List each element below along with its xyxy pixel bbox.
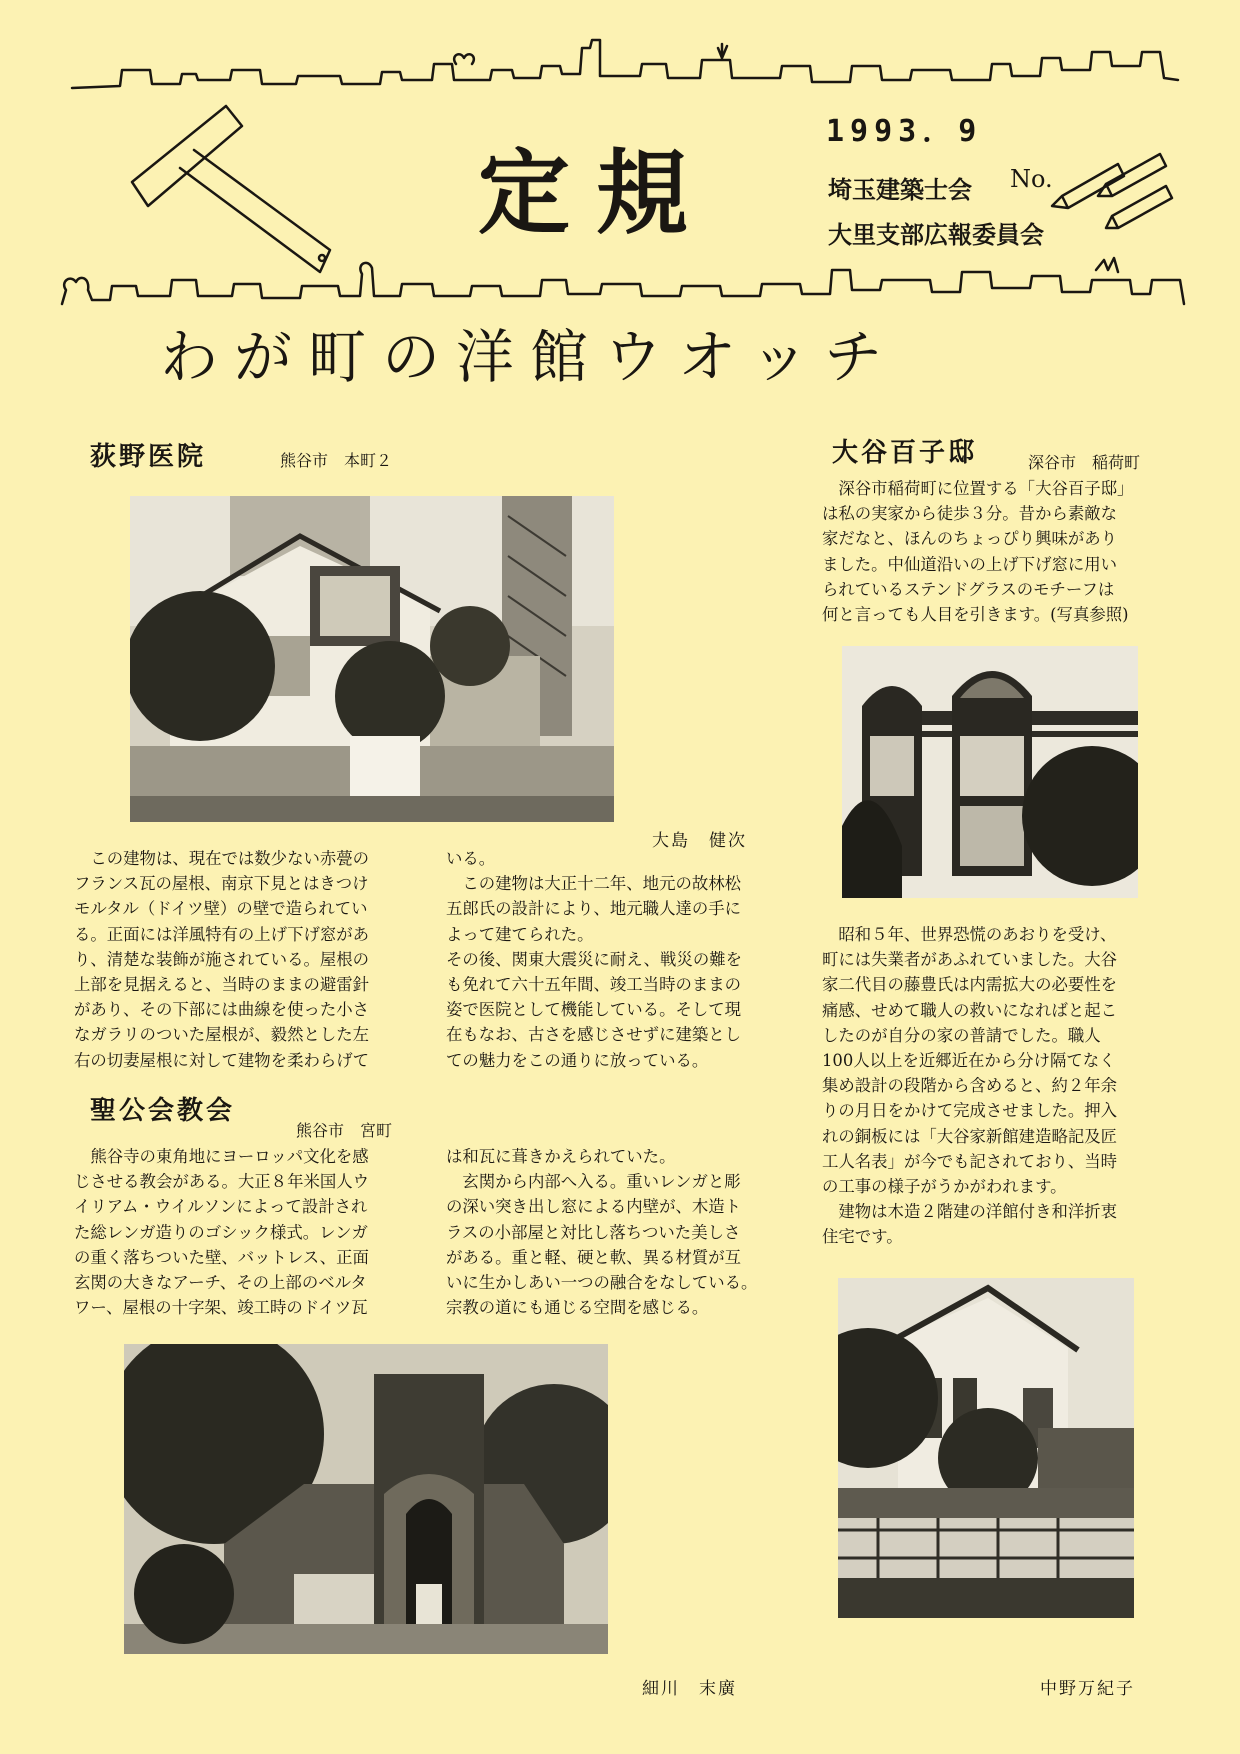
article-body-church-col2 — [446, 1144, 794, 1320]
article-title-ogino: 荻野医院 — [90, 442, 207, 472]
text-block: 熊谷寺の東角地にヨーロッパ文化を感 じさせる教会がある。大正８年米国人ウ イリアム・ウイルソンによって設計され た総レンガ造りのゴシック様式。レンガ の重く落ちついた壁、バットレス、正面 玄関の大きなアーチ、その上部のベルタ ワー、屋根の十字架、竣工時のドイツ瓦 — [74, 1147, 370, 1318]
author-nakano: 中野万紀子 — [1040, 1679, 1135, 1699]
photo-ogino-clinic — [130, 496, 614, 822]
org-committee: 大里支部広報委員会 — [828, 221, 1044, 249]
article-title-church: 聖公会教会 — [90, 1096, 236, 1126]
author-oshima: 大島 健次 — [652, 831, 747, 851]
article-location-otani: 深谷市 稲荷町 — [1028, 453, 1141, 472]
text-block: 深谷市稲荷町に位置する「大谷百子邸」 は私の実家から徒歩３分。昔から素敵な 家だなと、ほんのちょっぴり興味があり ました。中仙道沿いの上げ下げ窓に用い られているステンドグラスのモチーフは 何と言っても人目を引きます。(写真参照) — [822, 479, 1134, 625]
newsletter-title: 定規 — [478, 140, 715, 247]
article-body-church-col1 — [74, 1144, 414, 1320]
text-block: この建物は、現在では数少ない赤甍の フランス瓦の屋根、南京下見とはきつけ モルタル（ドイツ壁）の壁で造られてい る。正面には洋風特有の上げ下げ窓があ り、清楚な装飾が施されている。屋根の 上部を見据えると、当時のままの避雷針 があり、その下部には曲線を使った小さ なガラリのついた屋根が、毅然とした左 右の切妻屋根に対して建物を柔わらげて — [74, 849, 370, 1070]
article-location-ogino: 熊谷市 本町２ — [280, 451, 393, 470]
article-location-church: 熊谷市 宮町 — [296, 1121, 393, 1140]
photo-otani-window — [842, 646, 1138, 898]
org-name: 埼玉建築士会 — [828, 176, 972, 204]
article-body-ogino-col1 — [74, 846, 414, 1073]
text-block: 昭和５年、世界恐慌のあおりを受け、 町には失業者があふれていました。大谷 家二代目の藤豊氏は内需拡大の必要性を 痛感、せめて職人の救いになればと起こ したのが自分の家の普請でした。職人 100人以上を近郷近在から分け隔てなく 集め設計の段階から含めると、約２年余 りの月日をかけて完成させました。押入 れの銅板には「大谷家新館建造略記及匠 工人名表」が今でも記されており、当時 の工事の様子がうかがわれます。 建物は木造２階建の洋館付き和洋折衷 住宅です。 — [822, 925, 1118, 1247]
issue-number-label: No. — [1010, 165, 1053, 193]
article-body-otani — [822, 922, 1182, 1250]
page-headline: わが町の洋館ウオッチ — [160, 323, 899, 391]
article-title-otani: 大谷百子邸 — [832, 438, 978, 468]
article-intro-otani — [822, 476, 1182, 627]
text-block: は和瓦に葺きかえられていた。 玄関から内部へ入る。重いレンガと彫 の深い突き出し窓による内壁が、木造ト ラスの小部屋と対比し落ちついた美しさ がある。重と軽、硬と軟、異る材質が互 いに生かしあい一つの融合をなしている。 宗教の道にも通じる空間を感じる。 — [446, 1147, 758, 1318]
author-hosokawa: 細川 末廣 — [642, 1679, 737, 1699]
text-block: いる。 この建物は大正十二年、地元の故林松 五郎氏の設計により、地元職人達の手に よって建てられた。 その後、関東大震災に耐え、戦災の難を も免れて六十五年間、竣工当時のままの 姿で医院として機能している。そして現 在もなお、古さを感じさせずに建築とし ての魅力をこの通りに放っている。 — [446, 849, 743, 1070]
photo-otani-house — [838, 1278, 1134, 1618]
issue-date: 1993．9 — [826, 114, 983, 149]
photo-church — [124, 1344, 608, 1654]
article-body-ogino-col2 — [446, 846, 786, 1073]
